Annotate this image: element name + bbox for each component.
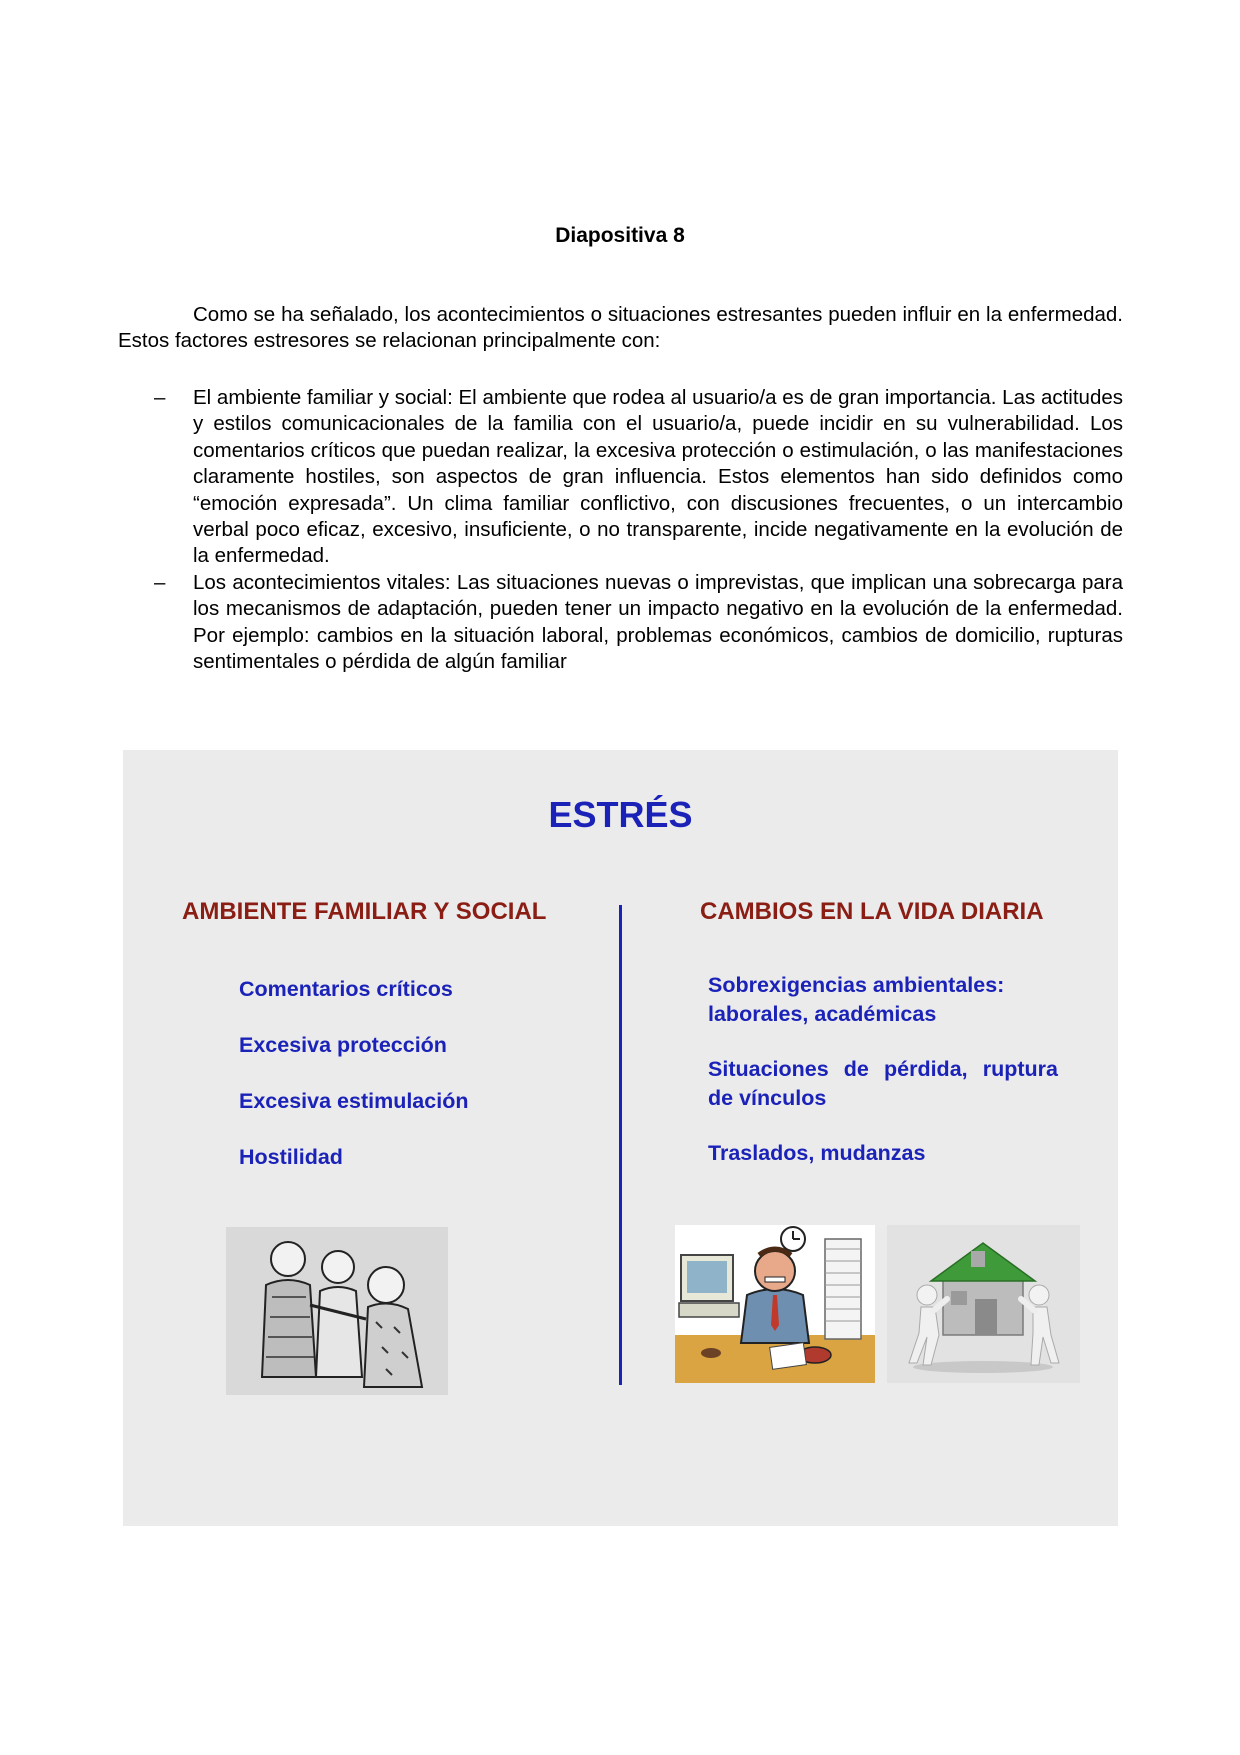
family-argument-image — [226, 1227, 448, 1395]
left-item-hostility: Hostilidad — [239, 1145, 343, 1169]
moving-house-image — [887, 1225, 1080, 1383]
intro-paragraph: Como se ha señalado, los acontecimientos o situaciones estresantes pueden influir en la enfermedad. Estos factores estresores se relacionan principalmente con: — [118, 303, 1123, 352]
bullet-text: Los acontecimientos vitales: Las situaciones nuevas o imprevistas, que implican una sobrecarga para los mecanismos de adaptación, pueden tener un impacto negativo en la evolución de la enfermedad. Por ejemplo: cambios en la situación laboral, problemas económicos, cambios de domicilio, rupturas sentimentales o pérdida de algún familiar — [193, 570, 1123, 674]
column-divider — [619, 905, 622, 1385]
bullet-dash: – — [154, 386, 166, 409]
bullet-dash: – — [154, 570, 166, 594]
right-item-demands: Sobrexigencias ambientales: laborales, académicas — [708, 973, 1005, 1026]
left-item-stimulation: Excesiva estimulación — [239, 1089, 469, 1113]
list-item — [118, 570, 1123, 676]
bullet-text: El ambiente familiar y social: El ambiente que rodea al usuario/a es de gran importancia. Las actitudes y estilos comunicacionales de la familia con el usuario/a, puede incidir en su vulnerabilidad. Los comentarios críticos que puedan realizar, la excesiva protección o estimulación, o las manifestaciones claramente hostiles, son aspectos de gran influencia. Estos elementos han sido definidos como “emoción expresada”. Un clima familiar conflictivo, con discusiones frecuentes, o un intercambio verbal poco eficaz, excesivo, insuficiente, o no transparente, incide negativamente en la evolución de la enfermedad. — [193, 386, 1123, 568]
left-column-heading: AMBIENTE FAMILIAR Y SOCIAL — [182, 898, 547, 925]
right-item-loss: Situaciones de pérdida, ruptura de vínculos — [708, 1057, 1058, 1110]
stressed-worker-image — [675, 1225, 875, 1383]
left-item-criticism: Comentarios críticos — [239, 977, 453, 1001]
slide-figure — [123, 750, 1118, 1526]
right-column-heading: CAMBIOS EN LA VIDA DIARIA — [700, 898, 1044, 925]
page-title: Diapositiva 8 — [555, 224, 685, 247]
bullet-list — [118, 385, 1123, 675]
left-item-protection: Excesiva protección — [239, 1033, 447, 1057]
right-item-moves: Traslados, mudanzas — [708, 1141, 926, 1165]
list-item — [118, 385, 1123, 570]
slide-title: ESTRÉS — [548, 794, 693, 835]
